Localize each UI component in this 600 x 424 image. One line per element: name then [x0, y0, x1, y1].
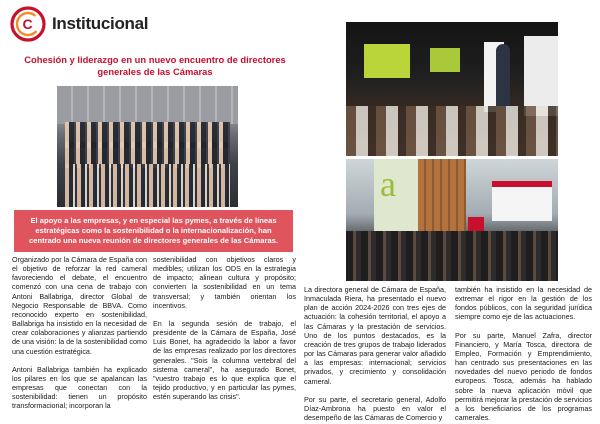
paragraph: Por su parte, Manuel Zafra, director Financiero, y María Tosca, directora de Empleo, Formación y Emprendimiento, han centrado sus presentaciones en las novedades del nuevo periodo de fondos europeos. Tosca, además ha hablado sobre la nueva aplicación móvil que permitirá mejorar la prestación de servicios a los beneficiarios de los programas camerales. [455, 330, 593, 423]
paragraph: Antoni Ballabriga también ha explicado los pilares en los que se apalancan las empresas que conectan con la sostenibilidad: tienen un propósito transformacional; incorporan la [12, 364, 147, 411]
paragraph: En la segunda sesión de trabajo, el presidente de la Cámara de España, José Luis Bonet, ha agradecido la labor a favor de las empresas realizado por los directores generales. "Sois la columna vertebral del sistema cameral", ha asegurado Bonet, "vuestro trabajo es lo que explica que el tejido productivo, y en particular las pymes, estén superando las crisis". [153, 318, 296, 402]
text-column-1 [12, 255, 147, 420]
conference-dinner-photo [346, 22, 558, 156]
article-headline: Cohesión y liderazgo en un nuevo encuentro de directores generales de las Cámaras [24, 54, 286, 77]
auditorium-photo: a [346, 159, 558, 281]
text-column-4 [455, 285, 592, 424]
paragraph: sostenibilidad con objetivos claros y medibles; utilizan los ODS en la estrategia de impacto; alinean cultura y propósito; convierten la sostenibilidad en un tema transversal; y también orientan los incentivos. [153, 255, 296, 310]
paragraph: Organizado por la Cámara de España con el objetivo de reforzar la red cameral favoreciendo el debate, el encuentro comenzó con una cena de trabajo con Antoni Ballabriga, director Global de Negocio Responsable de BBVA. Como reconocido experto en sostenibilidad, Ballabriga ha insistido en la necesidad de crear colaboraciones y alianzas partiendo de una visión: la de la sostenibilidad como una cuestión estratégica. [12, 255, 147, 356]
text-column-3 [304, 285, 446, 424]
paragraph: Por su parte, el secretario general, Adolfo Díaz-Ambrona ha puesto en valor el desempeño de las Cámaras de Comercio y [304, 394, 446, 423]
text-column-2 [153, 255, 296, 410]
article-lead [14, 210, 293, 252]
article-lead-text: El apoyo a las empresas, y en especial las pymes, a través de líneas estratégicas como la sostenibilidad o la internacionalización, han centrado una nueva reunión de directores generales de las Cámaras. [29, 216, 278, 245]
svg-text:C: C [22, 16, 33, 32]
group-photo [57, 86, 238, 207]
section-title: Institucional [52, 14, 149, 33]
camara-logo-icon [10, 6, 46, 42]
paragraph: también ha insistido en la necesidad de extremar el rigor en la gestión de los fondos públicos, con la seguridad jurídica siempre como eje de las actuaciones. [455, 285, 592, 322]
paragraph: La directora general de Cámara de España, Inmaculada Riera, ha presentado el nuevo plan de acción 2024-2026 con tres ejes de actuación: la cohesión territorial, el apoyo a las Cámaras y la prestación de servicios. Uno de los puntos destacados, es la creación de tres grupos de trabajo liderados por las Cámaras para generar valor añadido a las empresas: internacional; servicios privados, y crecimiento y consolidación cameral. [304, 285, 446, 386]
